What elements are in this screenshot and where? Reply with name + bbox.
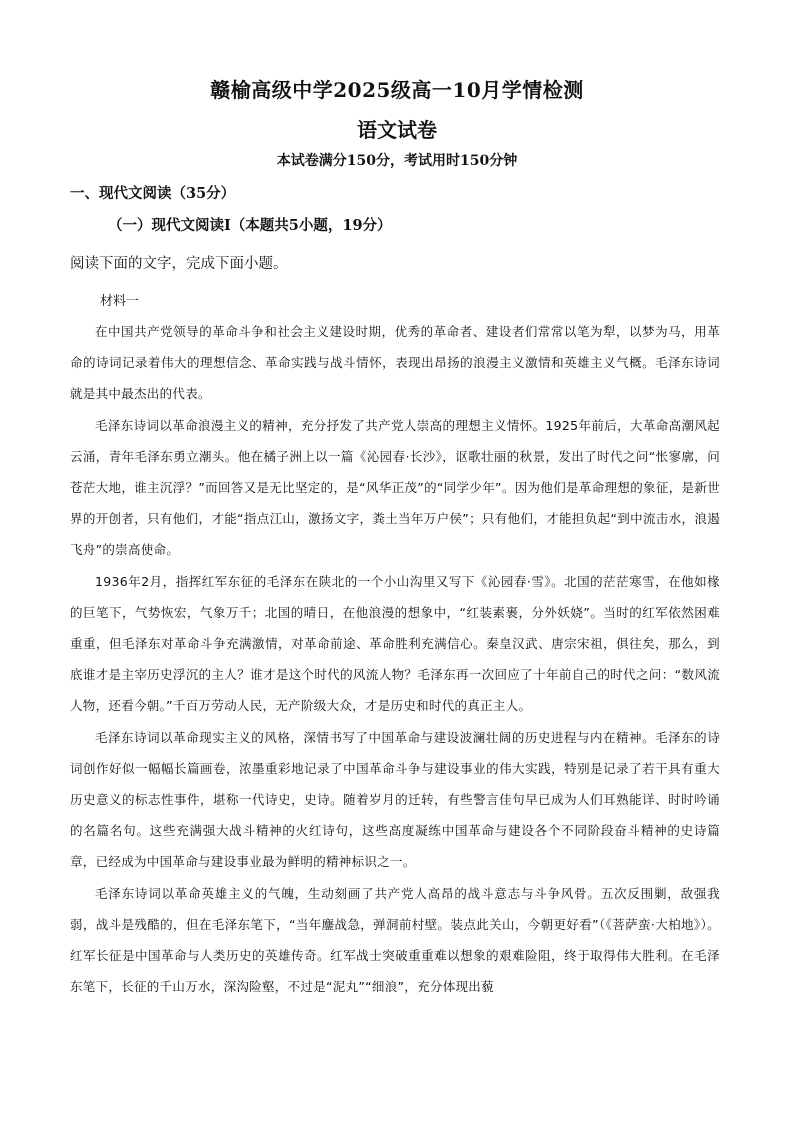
exam-title: 赣榆高级中学2025级高一10月学情检测 [210, 78, 584, 102]
paragraph: 毛泽东诗词以革命现实主义的风格，深情书写了中国革命与建设波澜壮阔的历史进程与内在精神。毛泽东的诗词创作好似一幅幅长篇画卷，浓墨重彩地记录了中国革命斗争与建设事业的伟大实践，特别是记录了若干具有重大历史意义的标志性事件，堪称一代诗史，史诗。随着岁月的迁转，有些警言佳句早已成为人们耳熟能详、时时吟诵的名篇名句。这些充满强大战斗精神的火红诗句，这些高度凝练中国革命与建设各个不同阶段奋斗精神的史诗篇章，已经成为中国革命与建设事业最为鲜明的精神标识之一。 [70, 729, 720, 870]
exam-subtitle: 语文试卷 [357, 118, 437, 142]
section-heading: 一、现代文阅读（35分） [70, 185, 236, 202]
subsection-heading: （一）现代文阅读Ⅰ（本题共5小题，19分） [108, 217, 392, 234]
paragraph: 1936年2月，指挥红军东征的毛泽东在陕北的一个小山沟里又写下《沁园春·雪》。北国的茫茫寒雪，在他如椽的巨笔下，气势恢宏，气象万千；北国的晴日，在他浪漫的想象中，“红装素裹，分外妖娆”。当时的红军依然困难重重，但毛泽东对革命斗争充满激情，对革命前途、革命胜利充满信心。秦皇汉武、唐宗宋祖，俱往矣，那么，到底谁才是主宰历史浮沉的主人？谁才是这个时代的风流人物？毛泽东再一次回应了十年前自己的时代之问：“数风流人物，还看今朝。”千百万劳动人民，无产阶级大众，才是历史和时代的真正主人。 [70, 573, 720, 714]
material-label: 材料一 [100, 294, 140, 309]
exam-note: 本试卷满分150分，考试用时150分钟 [276, 153, 518, 169]
paragraph: 在中国共产党领导的革命斗争和社会主义建设时期，优秀的革命者、建设者们常常以笔为犁，以梦为马，用革命的诗词记录着伟大的理想信念、革命实践与战斗情怀，表现出昂扬的浪漫主义激情和英雄主义气概。毛泽东诗词就是其中最杰出的代表。 [70, 324, 720, 402]
paragraph: 毛泽东诗词以革命英雄主义的气魄，生动刻画了共产党人高昂的战斗意志与斗争风骨。五次反围剿，敌强我弱，战斗是残酷的，但在毛泽东笔下，“当年鏖战急，弹洞前村壁。装点此关山，今朝更好看”（《菩萨蛮·大柏地》）。红军长征是中国革命与人类历史的英雄传奇。红军战士突破重重难以想象的艰难险阻，终于取得伟大胜利。在毛泽东笔下，长征的千山万水，深沟险壑，不过是“泥丸”“细浪”，充分体现出藐 [70, 885, 720, 995]
material-body [70, 316, 720, 1002]
paragraph: 毛泽东诗词以革命浪漫主义的精神，充分抒发了共产党人崇高的理想主义情怀。1925年前后，大革命高潮风起云涌，青年毛泽东勇立潮头。他在橘子洲上以一篇《沁园春·长沙》，讴歌壮丽的秋景，发出了时代之问“怅寥廓，问苍茫大地，谁主沉浮？”而回答又是无比坚定的，是“风华正茂”的“同学少年”。因为他们是革命理想的象征，是新世界的开创者，只有他们，才能“指点江山，激扬文字，粪土当年万户侯”；只有他们，才能担负起“到中流击水，浪遏飞舟”的崇高使命。 [70, 417, 720, 558]
reading-instruction: 阅读下面的文字，完成下面小题。 [70, 256, 288, 272]
